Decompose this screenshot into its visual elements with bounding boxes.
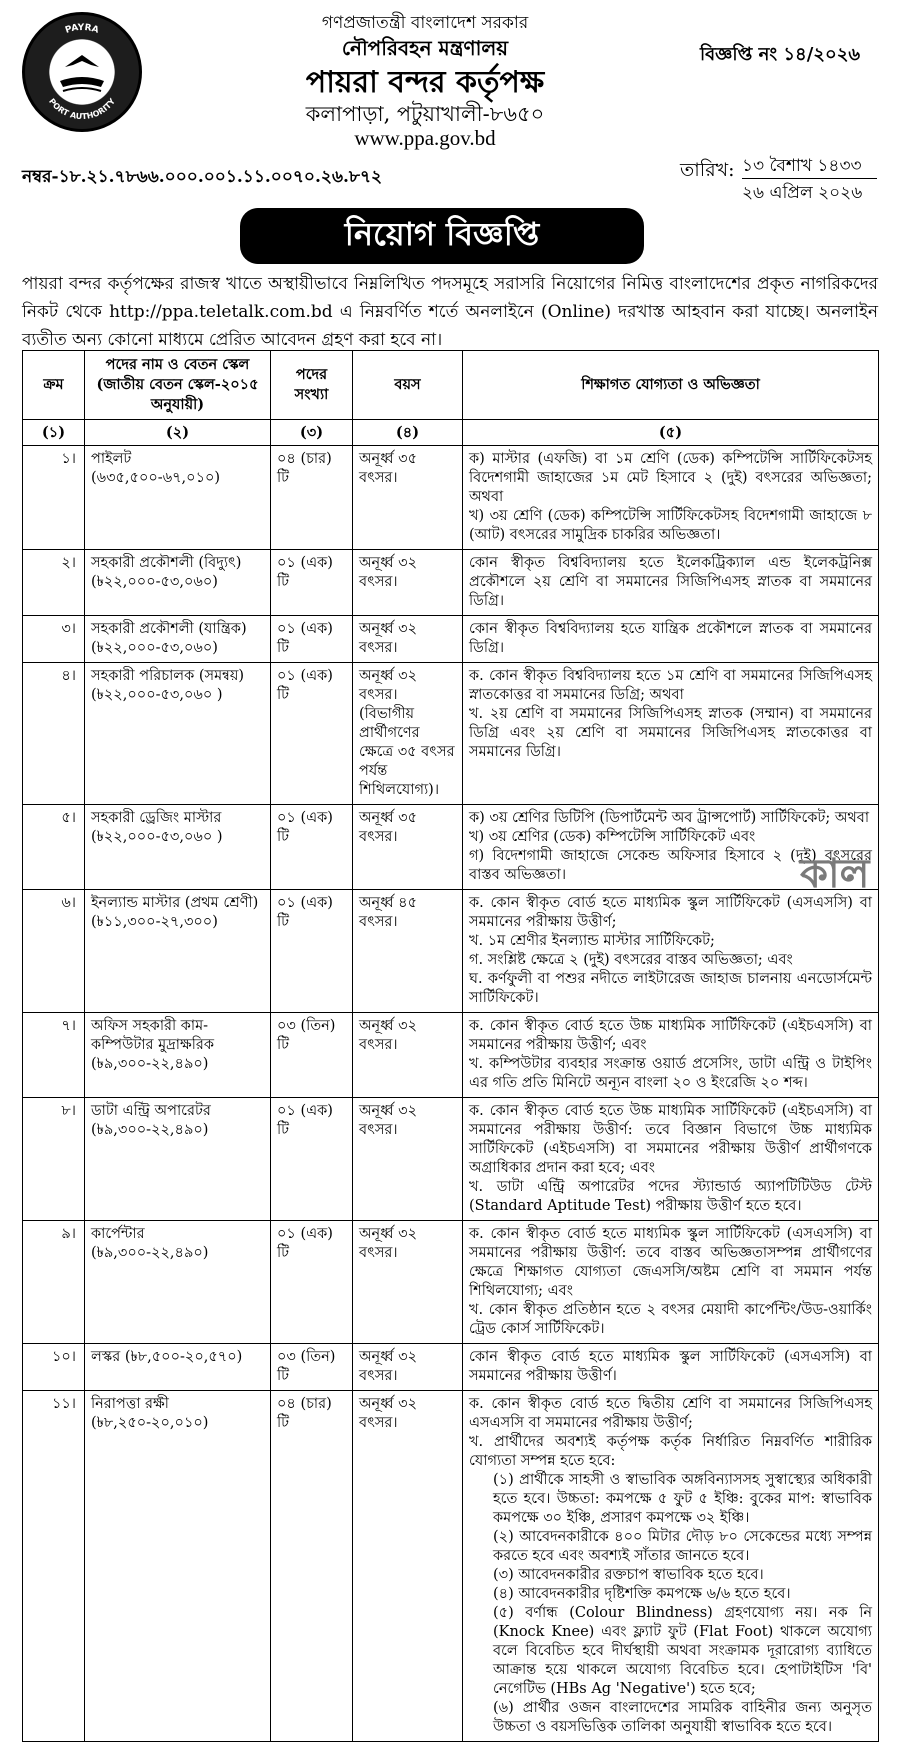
age-cell: অনূর্ধ্ব ৩২ বৎসর। xyxy=(353,1221,463,1344)
qualification-item: ক. কোন স্বীকৃত বোর্ড হতে মাধ্যমিক স্কুল সার্টিফিকেট (এসএসসি) বা সমমানের পরীক্ষায় উত্তীর্ণ; xyxy=(469,895,872,930)
qualification-item: কোন স্বীকৃত বিশ্ববিদ্যালয় হতে যান্ত্রিক প্রকৌশলে স্নাতক বা সমমানের ডিগ্রি। xyxy=(469,621,872,656)
qualification-subitem: (৩) আবেদনকারীর রক্তচাপ স্বাভাবিক হতে হবে। xyxy=(493,1567,764,1583)
age-cell: অনূর্ধ্ব ৩৫ বৎসর। xyxy=(353,805,463,890)
qualification-cell xyxy=(463,1344,879,1391)
qualification-item: কোন স্বীকৃত বোর্ড হতে মাধ্যমিক স্কুল সার্টিফিকেট (এসএসসি) বা সমমানের পরীক্ষায় উত্তীর্ণ। xyxy=(469,1349,872,1384)
header-qualification: শিক্ষাগত যোগ্যতা ও অভিজ্ঞতা xyxy=(463,351,879,420)
post-cell: পাইলট (৬৩৫,৫০০-৬৭,০১০) xyxy=(85,446,271,550)
qualification-item: গ. সংশ্লিষ্ট ক্ষেত্রে ২ (দুই) বৎসরের বাস্তব অভিজ্ঞতা; এবং xyxy=(469,952,793,968)
count-cell: ০৪ (চার) টি xyxy=(271,446,353,550)
serial-cell: ৬। xyxy=(23,890,85,1013)
qualification-subitem: (৪) আবেদনকারীর দৃষ্টিশক্তি কমপক্ষে ৬/৬ হতে হবে। xyxy=(493,1586,791,1602)
header-serial: ক্রম xyxy=(23,351,85,420)
qualification-item: ক. কোন স্বীকৃত বোর্ড হতে উচ্চ মাধ্যমিক সার্টিফিকেট (এইচএসসি) বা সমমানের পরীক্ষায় উত্তীর্ণ; এবং xyxy=(469,1018,872,1053)
date-english: ২৬ এপ্রিল ২০২৬ xyxy=(742,183,863,203)
table-row xyxy=(23,616,879,663)
age-cell: অনূর্ধ্ব ৩২ বৎসর। xyxy=(353,1344,463,1391)
qualification-item: খ. ১ম শ্রেণীর ইনল্যান্ড মাস্টার সার্টিফিকেট; xyxy=(469,933,715,949)
table-row xyxy=(23,550,879,616)
serial-cell: ৭। xyxy=(23,1013,85,1098)
count-cell: ০১ (এক) টি xyxy=(271,663,353,805)
website-link[interactable]: www.ppa.gov.bd xyxy=(354,126,496,150)
count-cell: ০১ (এক) টি xyxy=(271,890,353,1013)
age-cell: অনূর্ধ্ব ৩২ বৎসর। xyxy=(353,616,463,663)
serial-cell: ৮। xyxy=(23,1098,85,1221)
age-cell: অনূর্ধ্ব ৩২ বৎসর। xyxy=(353,1013,463,1098)
header-count: পদের সংখ্যা xyxy=(271,351,353,420)
table-row xyxy=(23,446,879,550)
count-cell: ০১ (এক) টি xyxy=(271,550,353,616)
age-cell: অনূর্ধ্ব ৩২ বৎসর। (বিভাগীয় প্রার্থীগণের ক্ষেত্রে ৩৫ বৎসর পর্যন্ত শিথিলযোগ্য)। xyxy=(353,663,463,805)
column-number-row xyxy=(23,420,879,446)
jobs-table xyxy=(22,350,879,1742)
qualification-cell xyxy=(463,1391,879,1742)
count-cell: ০৪ (চার) টি xyxy=(271,1391,353,1742)
qualification-cell xyxy=(463,1098,879,1221)
post-cell: সহকারী প্রকৌশলী (যান্ত্রিক) (৳২২,০০০-৫৩,০৬০) xyxy=(85,616,271,663)
table-row xyxy=(23,1391,879,1742)
count-cell: ০১ (এক) টি xyxy=(271,805,353,890)
qualification-cell xyxy=(463,663,879,805)
post-cell: সহকারী পরিচালক (সমন্বয়) (৳২২,০০০-৫৩,০৬০ ) xyxy=(85,663,271,805)
serial-cell: ১০। xyxy=(23,1344,85,1391)
age-cell: অনূর্ধ্ব ৪৫ বৎসর। xyxy=(353,890,463,1013)
table-header-row xyxy=(23,351,879,420)
qualification-cell xyxy=(463,1013,879,1098)
qualification-cell xyxy=(463,1221,879,1344)
logo-top-text: PAYRA xyxy=(64,22,100,36)
age-cell: অনূর্ধ্ব ৩২ বৎসর। xyxy=(353,550,463,616)
govt-name: গণপ্রজাতন্ত্রী বাংলাদেশ সরকার xyxy=(321,13,529,33)
intro-paragraph: পায়রা বন্দর কর্তৃপক্ষের রাজস্ব খাতে অস্থায়ীভাবে নিম্নলিখিত পদসমূহে সরাসরি নিয়োগের নিমিত্ত বাংলাদেশের প্রকৃত নাগরিকদের নিকট থেকে http://ppa.teletalk.com.bd এ নিম্নবর্ণিত শর্তে অনলাইনে (Online) দরখাস্ত আহবান করা যাচ্ছে। অনলাইন ব্যতীত অন্য কোনো মাধ্যমে প্রেরিত আবেদন গ্রহণ করা হবে না। xyxy=(22,274,878,350)
qualification-item: গ) বিদেশগামী জাহাজে সেকেন্ড অফিসার হিসাবে ২ (দুই) বৎসরের বাস্তব অভিজ্ঞতা। xyxy=(469,848,872,883)
qualification-item: ক. কোন স্বীকৃত বিশ্ববিদ্যালয় হতে ১ম শ্রেণি বা সমমানের সিজিপিএসহ স্নাতকোত্তর বা সমমানের ডিগ্রি; অথবা xyxy=(469,668,872,703)
table-row xyxy=(23,805,879,890)
qualification-cell xyxy=(463,550,879,616)
svg-text:PAYRA xyxy=(64,23,100,36)
authority-name: পায়রা বন্দর কর্তৃপক্ষ xyxy=(305,65,545,100)
qualification-item: ক. কোন স্বীকৃত বোর্ড হতে দ্বিতীয় শ্রেণি বা সমমানের সিজিপিএসহ এসএসসি বা সমমানের পরীক্ষায় উত্তীর্ণ; xyxy=(469,1396,872,1431)
qualification-cell xyxy=(463,616,879,663)
age-cell: অনূর্ধ্ব ৩২ বৎসর। xyxy=(353,1098,463,1221)
table-row xyxy=(23,1221,879,1344)
date-bangla: ১৩ বৈশাখ ১৪৩৩ xyxy=(742,156,862,176)
watermark-text: কাল xyxy=(800,850,870,897)
table-row xyxy=(23,890,879,1013)
notice-title: নিয়োগ বিজ্ঞপ্তি xyxy=(240,208,644,264)
age-cell: অনূর্ধ্ব ৩৫ বৎসর। xyxy=(353,446,463,550)
notice-number: বিজ্ঞপ্তি নং ১৪/২০২৬ xyxy=(700,44,861,65)
col-number: (১) xyxy=(23,420,85,446)
table-row xyxy=(23,1344,879,1391)
serial-cell: ৩। xyxy=(23,616,85,663)
qualification-item: ঘ. কর্ণফুলী বা পশুর নদীতে লাইটারেজ জাহাজ চালনায় এনডোর্সমেন্ট সার্টিফিকেট। xyxy=(469,971,872,1006)
qualification-subitem: (১) প্রার্থীকে সাহসী ও স্বাভাবিক অঙ্গবিন্যাসসহ সুস্বাস্থ্যের অধিকারী হতে হবে। উচ্চতা: কমপক্ষে ৫ ফুট ৫ ইঞ্চি: বুকের মাপ: স্বাভাবিক কমপক্ষে ৩০ ইঞ্চি, প্রসারণ কমপক্ষে ৩২ ইঞ্চি। xyxy=(493,1472,872,1526)
serial-cell: ২। xyxy=(23,550,85,616)
qualification-item: ক) মাস্টার (এফজি) বা ১ম শ্রেণি (ডেক) কম্পিটেন্সি সার্টিফিকেটসহ বিদেশগামী জাহাজের ১ম মেট হিসাবে ২ (দুই) বৎসরের অভিজ্ঞতা; অথবা xyxy=(469,451,872,505)
qualification-subitem: (২) আবেদনকারীকে ৪০০ মিটার দৌড় ৮০ সেকেন্ডের মধ্যে সম্পন্ন করতে হবে এবং অবশ্যই সাঁতার জানতে হবে। xyxy=(493,1529,872,1564)
header-post: পদের নাম ও বেতন স্কেল (জাতীয় বেতন স্কেল-২০১৫ অনুযায়ী) xyxy=(85,351,271,420)
post-cell: অফিস সহকারী কাম-কম্পিউটার মুদ্রাক্ষরিক (৳৯,৩০০-২২,৪৯০) xyxy=(85,1013,271,1098)
serial-cell: ৯। xyxy=(23,1221,85,1344)
qualification-cell xyxy=(463,446,879,550)
count-cell: ০১ (এক) টি xyxy=(271,616,353,663)
post-cell: ডাটা এন্ট্রি অপারেটর (৳৯,৩০০-২২,৪৯০) xyxy=(85,1098,271,1221)
count-cell: ০১ (এক) টি xyxy=(271,1221,353,1344)
qualification-item: খ. প্রার্থীদের অবশ্যই কর্তৃপক্ষ কর্তৃক নির্ধারিত নিম্নবর্ণিত শারীরিক যোগ্যতা সম্পন্ন হতে হবে: xyxy=(469,1434,872,1469)
table-row xyxy=(23,1013,879,1098)
col-number: (৩) xyxy=(271,420,353,446)
qualification-item: খ) ৩য় শ্রেণি (ডেক) কম্পিটেন্সি সার্টিফিকেটসহ বিদেশগামী জাহাজে ৮ (আট) বৎসরের সামুদ্রিক চাকরির অভিজ্ঞতা। xyxy=(469,508,872,543)
col-number: (৪) xyxy=(353,420,463,446)
seal-icon xyxy=(25,15,139,129)
post-cell: নিরাপত্তা রক্ষী (৳৮,২৫০-২০,০১০) xyxy=(85,1391,271,1742)
qualification-item: খ. কোন স্বীকৃত প্রতিষ্ঠান হতে ২ বৎসর মেয়াদী কার্পেন্টিং/উড-ওয়ার্কিং ট্রেড কোর্স সার্টিফিকেট। xyxy=(469,1302,872,1337)
qualification-item: ক. কোন স্বীকৃত বোর্ড হতে মাধ্যমিক স্কুল সার্টিফিকেট (এসএসসি) বা সমমানের পরীক্ষায় উত্তীর্ণ: তবে বাস্তব অভিজ্ঞতাসম্পন্ন প্রার্থীগণের ক্ষেত্রে শিক্ষাগত যোগ্যতা জেএসসি/অষ্টম শ্রেণি বা সমমান পর্যন্ত শিথিলযোগ্য; এবং xyxy=(469,1226,872,1299)
count-cell: ০১ (এক) টি xyxy=(271,1098,353,1221)
post-cell: কার্পেন্টার (৳৯,৩০০-২২,৪৯০) xyxy=(85,1221,271,1344)
col-number: (২) xyxy=(85,420,271,446)
port-authority-logo xyxy=(22,12,142,132)
svg-text:PORT AUTHORITY xyxy=(47,97,117,121)
serial-cell: ৫। xyxy=(23,805,85,890)
qualification-item: ক) ৩য় শ্রেণির ডিটিপি (ডিপার্টমেন্ট অব ট্রান্সপোর্ট) সার্টিফিকেট; অথবা xyxy=(469,810,870,826)
qualification-item: খ. ডাটা এন্ট্রি অপারেটর পদের স্ট্যান্ডার্ড অ্যাপটিটিউড টেস্ট (Standard Aptitude Test) পরীক্ষায় উত্তীর্ণ হতে হবে। xyxy=(469,1179,872,1214)
table-row xyxy=(23,663,879,805)
post-cell: ইনল্যান্ড মাস্টার (প্রথম শ্রেণী) (৳১১,৩০০-২৭,৩০০) xyxy=(85,890,271,1013)
qualification-item: ক. কোন স্বীকৃত বোর্ড হতে উচ্চ মাধ্যমিক সার্টিফিকেট (এইচএসসি) বা সমমানের পরীক্ষায় উত্তীর্ণ: তবে বিজ্ঞান বিভাগে উচ্চ মাধ্যমিক সার্টিফিকেট (এইচএসসি) বা সমমানের পরীক্ষায় উত্তীর্ণ প্রার্থীগণকে অগ্রাধিকার প্রদান করা হবে; এবং xyxy=(469,1103,872,1176)
serial-cell: ৪। xyxy=(23,663,85,805)
qualification-item: খ. ২য় শ্রেণি বা সমমানের সিজিপিএসহ স্নাতক (সম্মান) বা সমমানের ডিগ্রি এবং ২য় শ্রেণি বা সমমানের সিজিপিএসহ স্নাতকোত্তর বা সমমানের ডিগ্রি। xyxy=(469,706,872,760)
col-number: (৫) xyxy=(463,420,879,446)
ministry-name: নৌপরিবহন মন্ত্রণালয় xyxy=(341,36,509,60)
header-age: বয়স xyxy=(353,351,463,420)
count-cell: ০৩ (তিন) টি xyxy=(271,1013,353,1098)
post-cell: সহকারী প্রকৌশলী (বিদ্যুৎ) (৳২২,০০০-৫৩,০৬০) xyxy=(85,550,271,616)
post-cell: লস্কর (৳৮,৫০০-২০,৫৭০) xyxy=(85,1344,271,1391)
logo-bottom-text: PORT AUTHORITY xyxy=(47,96,117,122)
qualification-item: কোন স্বীকৃত বিশ্ববিদ্যালয় হতে ইলেকট্রিক্যাল এন্ড ইলেকট্রনিক্স প্রকৌশলে ২য় শ্রেণি বা সমমানের সিজিপিএসহ স্নাতক বা সমমানের ডিগ্রি। xyxy=(469,555,872,609)
qualification-subitem: (৬) প্রার্থীর ওজন বাংলাদেশের সামরিক বাহিনীর জন্য অনুসৃত উচ্চতা ও বয়সভিত্তিক তালিকা অনুযায়ী স্বাভাবিক হতে হবে। xyxy=(493,1700,872,1735)
job-rows xyxy=(23,446,879,1742)
qualification-item: খ. কম্পিউটার ব্যবহার সংক্রান্ত ওয়ার্ড প্রসেসিং, ডাটা এন্ট্রি ও টাইপিং এর গতি প্রতি মিনিটে অন্যূন বাংলা ২০ ও ইংরেজি ২০ শব্দ। xyxy=(469,1056,872,1091)
address: কলাপাড়া, পটুয়াখালী-৮৬৫০ xyxy=(305,102,545,126)
date-label: তারিখ: xyxy=(680,159,735,181)
post-cell: সহকারী ড্রেজিং মাস্টার (৳২২,০০০-৫৩,০৬০ ) xyxy=(85,805,271,890)
count-cell: ০৩ (তিন) টি xyxy=(271,1344,353,1391)
qualification-item: খ) ৩য় শ্রেণির (ডেক) কম্পিটেন্সি সার্টিফিকেট এবং xyxy=(469,829,756,845)
date-divider xyxy=(742,178,877,179)
table-row xyxy=(23,1098,879,1221)
age-cell: অনূর্ধ্ব ৩২ বৎসর। xyxy=(353,1391,463,1742)
qualification-subitem: (৫) বর্ণান্ধ (Colour Blindness) গ্রহণযোগ্য নয়। নক নি (Knock Knee) এবং ফ্ল্যাট ফুট (Flat Foot) থাকলে অযোগ্য বলে বিবেচিত হবে দীর্ঘস্থায়ী অথবা সংক্রামক দূরারোগ্য ব্যাধিতে আক্রান্ত হয়ে থাকলে অযোগ্য বিবেচিত হবে। হেপাটাইটিস 'বি' নেগেটিভ (HBs Ag 'Negative') হতে হবে; xyxy=(493,1605,872,1697)
serial-cell: ১। xyxy=(23,446,85,550)
serial-cell: ১১। xyxy=(23,1391,85,1742)
memo-number: নম্বর-১৮.২১.৭৮৬৬.০০০.০০১.১১.০০৭০.২৬.৮৭২ xyxy=(22,167,383,187)
